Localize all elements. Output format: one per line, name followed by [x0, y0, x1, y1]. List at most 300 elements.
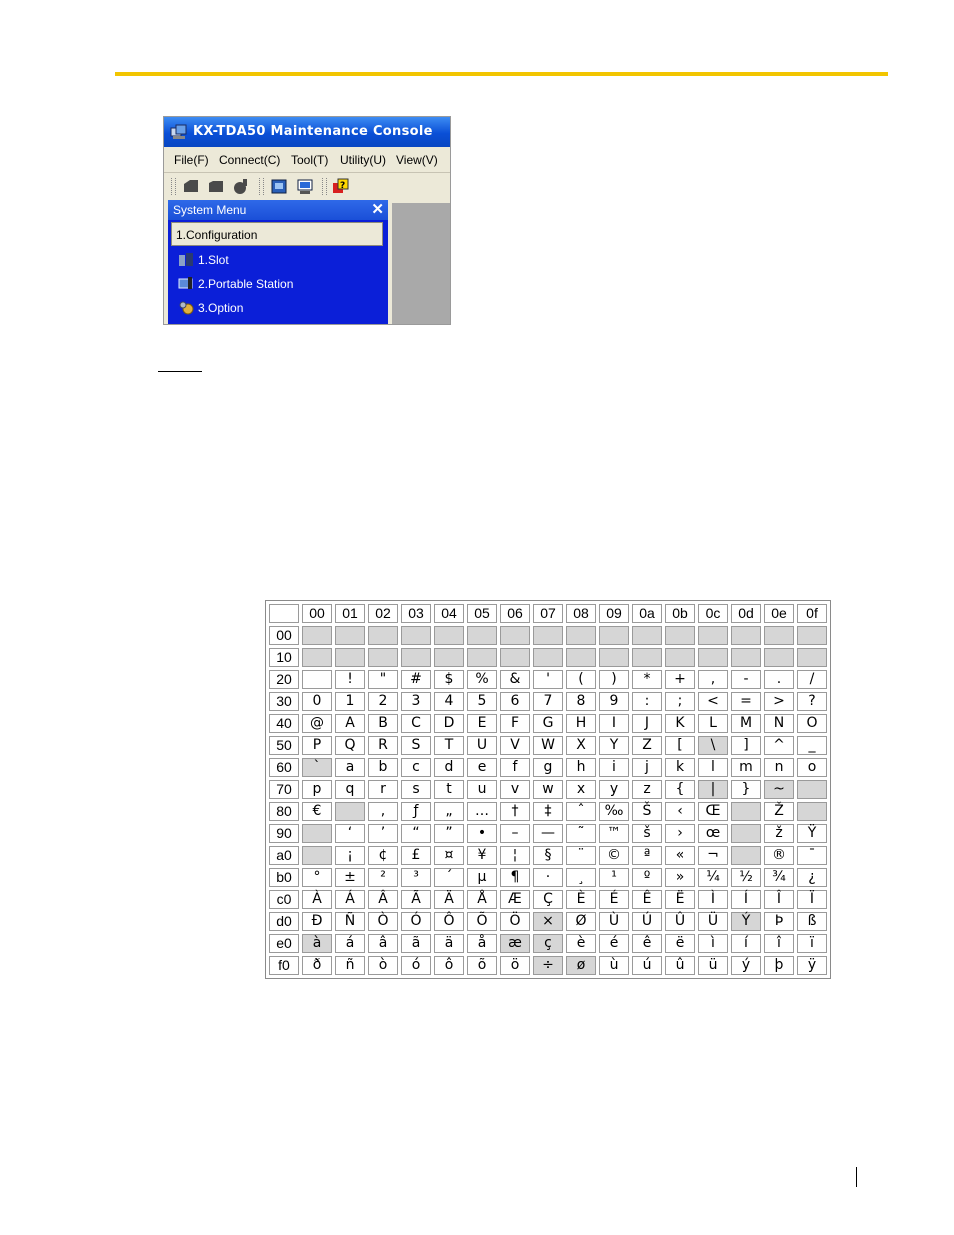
connect-icon[interactable]	[182, 178, 200, 195]
char-cell: ¢	[368, 846, 398, 865]
char-cell: ß	[797, 912, 827, 931]
plug-icon[interactable]	[232, 178, 250, 195]
char-cell: ÿ	[797, 956, 827, 975]
char-cell: $	[434, 670, 464, 689]
char-cell: *	[632, 670, 662, 689]
char-cell	[401, 648, 431, 667]
char-cell: ¹	[599, 868, 629, 887]
table-row	[269, 802, 827, 821]
char-cell: &	[500, 670, 530, 689]
char-cell: >	[764, 692, 794, 711]
terminal-icon[interactable]	[296, 178, 314, 195]
char-cell: Ô	[434, 912, 464, 931]
char-cell: i	[599, 758, 629, 777]
char-cell: 8	[566, 692, 596, 711]
char-cell: ½	[731, 868, 761, 887]
char-cell: ÷	[533, 956, 563, 975]
char-cell: ;	[665, 692, 695, 711]
column-header: 06	[500, 604, 530, 623]
char-cell: 1	[335, 692, 365, 711]
char-cell: å	[467, 934, 497, 953]
char-cell	[665, 626, 695, 645]
char-cell: â	[368, 934, 398, 953]
char-cell: =	[731, 692, 761, 711]
char-cell: Ä	[434, 890, 464, 909]
char-cell: x	[566, 780, 596, 799]
char-cell: K	[665, 714, 695, 733]
toolbar-grip[interactable]	[259, 178, 264, 195]
char-cell	[368, 648, 398, 667]
char-cell: Ç	[533, 890, 563, 909]
row-header: b0	[269, 868, 299, 887]
char-cell: ¬	[698, 846, 728, 865]
char-cell: ù	[599, 956, 629, 975]
char-cell: V	[500, 736, 530, 755]
char-cell: ²	[368, 868, 398, 887]
char-cell: ñ	[335, 956, 365, 975]
portable-station-icon	[178, 276, 194, 291]
char-cell: –	[500, 824, 530, 843]
char-cell: y	[599, 780, 629, 799]
char-cell: f	[500, 758, 530, 777]
char-cell: •	[467, 824, 497, 843]
char-cell: ü	[698, 956, 728, 975]
row-header: 90	[269, 824, 299, 843]
char-cell: ´	[434, 868, 464, 887]
char-cell: <	[698, 692, 728, 711]
char-cell: ’	[368, 824, 398, 843]
char-cell: 9	[599, 692, 629, 711]
char-cell: z	[632, 780, 662, 799]
column-header: 09	[599, 604, 629, 623]
char-cell: ¨	[566, 846, 596, 865]
char-cell: F	[500, 714, 530, 733]
menu-view[interactable]: View(V)	[396, 153, 438, 167]
char-cell: ³	[401, 868, 431, 887]
close-icon[interactable]: ✕	[371, 201, 384, 218]
char-cell	[698, 648, 728, 667]
char-cell: ‡	[533, 802, 563, 821]
char-cell: {	[665, 780, 695, 799]
menu-file[interactable]: File(F)	[174, 153, 209, 167]
char-cell: €	[302, 802, 332, 821]
note-underline	[158, 371, 202, 372]
char-cell: U	[467, 736, 497, 755]
table-row	[269, 714, 827, 733]
menu-item-label: 3.Option	[198, 301, 244, 315]
char-cell	[467, 648, 497, 667]
char-cell: m	[731, 758, 761, 777]
panel-title: System Menu	[173, 203, 247, 217]
row-header: e0	[269, 934, 299, 953]
row-header: 10	[269, 648, 299, 667]
char-cell: ¤	[434, 846, 464, 865]
char-cell: š	[632, 824, 662, 843]
char-cell	[302, 670, 332, 689]
char-cell: §	[533, 846, 563, 865]
char-cell: w	[533, 780, 563, 799]
char-cell	[335, 802, 365, 821]
char-cell: s	[401, 780, 431, 799]
table-row	[269, 648, 827, 667]
char-cell	[368, 626, 398, 645]
menu-connect[interactable]: Connect(C)	[219, 153, 281, 167]
char-cell: ~	[764, 780, 794, 799]
char-cell	[434, 648, 464, 667]
char-cell: Q	[335, 736, 365, 755]
row-header: 00	[269, 626, 299, 645]
menu-item-label: 2.Portable Station	[198, 277, 294, 291]
char-cell: O	[797, 714, 827, 733]
char-cell: :	[632, 692, 662, 711]
table-row	[269, 846, 827, 865]
char-cell: Ñ	[335, 912, 365, 931]
char-cell: ª	[632, 846, 662, 865]
char-cell: d	[434, 758, 464, 777]
row-header: 60	[269, 758, 299, 777]
char-cell: “	[401, 824, 431, 843]
char-cell: +	[665, 670, 695, 689]
row-header: 50	[269, 736, 299, 755]
page-margin-mark	[856, 1167, 857, 1187]
char-cell: Ð	[302, 912, 332, 931]
row-header: f0	[269, 956, 299, 975]
char-cell: g	[533, 758, 563, 777]
app-icon	[170, 124, 188, 140]
char-cell	[566, 626, 596, 645]
column-header: 0e	[764, 604, 794, 623]
char-cell: Û	[665, 912, 695, 931]
char-cell: Ì	[698, 890, 728, 909]
char-cell: 5	[467, 692, 497, 711]
char-cell: õ	[467, 956, 497, 975]
char-cell: ¡	[335, 846, 365, 865]
char-cell: p	[302, 780, 332, 799]
char-cell: Õ	[467, 912, 497, 931]
char-cell: "	[368, 670, 398, 689]
char-cell: H	[566, 714, 596, 733]
char-cell: ‹	[665, 802, 695, 821]
char-cell: ˜	[566, 824, 596, 843]
table-row	[269, 934, 827, 953]
toolbar-grip[interactable]	[322, 178, 327, 195]
char-cell	[698, 626, 728, 645]
char-cell: £	[401, 846, 431, 865]
column-header: 01	[335, 604, 365, 623]
char-cell: A	[335, 714, 365, 733]
char-cell	[533, 648, 563, 667]
char-cell: Ï	[797, 890, 827, 909]
char-cell: o	[797, 758, 827, 777]
char-cell: n	[764, 758, 794, 777]
char-cell: G	[533, 714, 563, 733]
char-cell	[335, 626, 365, 645]
row-header: 20	[269, 670, 299, 689]
char-cell	[731, 648, 761, 667]
disconnect-icon[interactable]	[207, 178, 225, 195]
column-header: 04	[434, 604, 464, 623]
row-header: c0	[269, 890, 299, 909]
char-cell: ð	[302, 956, 332, 975]
char-cell: ¸	[566, 868, 596, 887]
char-cell: ×	[533, 912, 563, 931]
char-cell: 3	[401, 692, 431, 711]
char-cell: ,	[368, 802, 398, 821]
char-cell: ø	[566, 956, 596, 975]
char-cell: í	[731, 934, 761, 953]
char-cell: ©	[599, 846, 629, 865]
char-cell: Š	[632, 802, 662, 821]
char-cell: Ù	[599, 912, 629, 931]
char-cell: ·	[533, 868, 563, 887]
char-cell: Y	[599, 736, 629, 755]
table-row	[269, 780, 827, 799]
char-cell	[500, 648, 530, 667]
char-cell: ç	[533, 934, 563, 953]
char-cell: «	[665, 846, 695, 865]
char-cell: É	[599, 890, 629, 909]
char-cell: º	[632, 868, 662, 887]
category-configuration[interactable]	[171, 222, 383, 246]
char-cell	[632, 626, 662, 645]
char-cell: œ	[698, 824, 728, 843]
column-header: 05	[467, 604, 497, 623]
char-cell: -	[731, 670, 761, 689]
char-cell: D	[434, 714, 464, 733]
char-cell: ”	[434, 824, 464, 843]
column-header: 0d	[731, 604, 761, 623]
char-cell: 2	[368, 692, 398, 711]
char-cell	[335, 648, 365, 667]
char-cell: ^	[764, 736, 794, 755]
char-cell: W	[533, 736, 563, 755]
char-cell: ?	[797, 692, 827, 711]
char-cell: Þ	[764, 912, 794, 931]
char-cell: ¾	[764, 868, 794, 887]
char-cell	[731, 846, 761, 865]
char-cell: Ÿ	[797, 824, 827, 843]
char-cell: _	[797, 736, 827, 755]
help-icon[interactable]	[331, 178, 349, 195]
panel-header	[168, 200, 388, 220]
char-cell: ú	[632, 956, 662, 975]
row-header: 40	[269, 714, 299, 733]
char-cell: r	[368, 780, 398, 799]
char-cell: Ø	[566, 912, 596, 931]
char-cell: I	[599, 714, 629, 733]
char-cell: ,	[698, 670, 728, 689]
table-row	[269, 956, 827, 975]
char-cell: Ü	[698, 912, 728, 931]
char-cell: v	[500, 780, 530, 799]
char-cell: %	[467, 670, 497, 689]
char-cell	[797, 626, 827, 645]
table-row	[269, 890, 827, 909]
char-cell: ]	[731, 736, 761, 755]
table-row	[269, 626, 827, 645]
table-row	[269, 692, 827, 711]
menu-tool[interactable]: Tool(T)	[291, 153, 329, 167]
toolbar	[164, 173, 450, 200]
char-cell: L	[698, 714, 728, 733]
char-cell: ï	[797, 934, 827, 953]
char-cell: Ó	[401, 912, 431, 931]
table-row	[269, 912, 827, 931]
char-cell: '	[533, 670, 563, 689]
char-cell: M	[731, 714, 761, 733]
char-cell: t	[434, 780, 464, 799]
title-bar	[164, 117, 450, 147]
char-cell: ö	[500, 956, 530, 975]
char-cell: ‘	[335, 824, 365, 843]
menu-item-label: 1.Slot	[198, 253, 229, 267]
row-header: 30	[269, 692, 299, 711]
char-cell: 7	[533, 692, 563, 711]
char-cell	[764, 648, 794, 667]
char-cell: ê	[632, 934, 662, 953]
char-cell	[599, 648, 629, 667]
char-cell: P	[302, 736, 332, 755]
char-cell: È	[566, 890, 596, 909]
char-cell: Æ	[500, 890, 530, 909]
toolbar-grip[interactable]	[171, 178, 176, 195]
char-cell: Ë	[665, 890, 695, 909]
char-cell	[467, 626, 497, 645]
char-cell: Î	[764, 890, 794, 909]
char-cell: ¶	[500, 868, 530, 887]
char-cell: ã	[401, 934, 431, 953]
system-data-icon[interactable]	[270, 178, 288, 195]
column-header: 03	[401, 604, 431, 623]
char-cell: R	[368, 736, 398, 755]
char-cell: 6	[500, 692, 530, 711]
char-cell	[302, 824, 332, 843]
workspace-area	[392, 203, 451, 325]
char-cell: À	[302, 890, 332, 909]
column-header: 00	[302, 604, 332, 623]
gear-icon	[178, 300, 194, 315]
table-row	[269, 736, 827, 755]
char-cell	[533, 626, 563, 645]
char-cell: û	[665, 956, 695, 975]
table-row	[269, 824, 827, 843]
window-title: KX-TDA50 Maintenance Console	[193, 124, 433, 139]
char-cell: µ	[467, 868, 497, 887]
char-cell: ®	[764, 846, 794, 865]
column-header: 0a	[632, 604, 662, 623]
char-cell: Á	[335, 890, 365, 909]
char-cell	[731, 802, 761, 821]
char-cell	[599, 626, 629, 645]
char-cell: l	[698, 758, 728, 777]
char-cell: î	[764, 934, 794, 953]
char-cell: h	[566, 758, 596, 777]
char-cell: …	[467, 802, 497, 821]
category-label: 1.Configuration	[176, 228, 258, 242]
char-cell: Ê	[632, 890, 662, 909]
table-row	[269, 868, 827, 887]
char-cell: ™	[599, 824, 629, 843]
char-cell: þ	[764, 956, 794, 975]
char-cell: ô	[434, 956, 464, 975]
char-cell	[665, 648, 695, 667]
char-cell: N	[764, 714, 794, 733]
char-cell: T	[434, 736, 464, 755]
char-cell: ž	[764, 824, 794, 843]
char-cell: ‰	[599, 802, 629, 821]
slot-icon	[178, 252, 194, 267]
char-cell: b	[368, 758, 398, 777]
char-cell: .	[764, 670, 794, 689]
char-cell: Å	[467, 890, 497, 909]
char-cell	[500, 626, 530, 645]
char-cell: q	[335, 780, 365, 799]
char-cell: „	[434, 802, 464, 821]
char-cell: »	[665, 868, 695, 887]
char-cell: ¿	[797, 868, 827, 887]
column-header: 07	[533, 604, 563, 623]
character-code-table	[265, 600, 831, 979]
char-cell: è	[566, 934, 596, 953]
char-cell: ¯	[797, 846, 827, 865]
char-cell: ó	[401, 956, 431, 975]
char-cell: #	[401, 670, 431, 689]
char-cell: a	[335, 758, 365, 777]
char-cell: é	[599, 934, 629, 953]
row-header: 70	[269, 780, 299, 799]
char-cell	[566, 648, 596, 667]
table-corner-cell	[269, 604, 299, 623]
system-menu-panel	[168, 200, 388, 325]
char-cell: /	[797, 670, 827, 689]
char-cell: `	[302, 758, 332, 777]
char-cell: Z	[632, 736, 662, 755]
char-cell: ƒ	[401, 802, 431, 821]
char-cell: Ò	[368, 912, 398, 931]
char-cell: Ú	[632, 912, 662, 931]
char-cell: æ	[500, 934, 530, 953]
char-cell: 0	[302, 692, 332, 711]
char-cell: Ã	[401, 890, 431, 909]
menu-bar	[164, 147, 450, 173]
char-cell: }	[731, 780, 761, 799]
char-cell: S	[401, 736, 431, 755]
char-cell: †	[500, 802, 530, 821]
menu-utility[interactable]: Utility(U)	[340, 153, 386, 167]
char-cell: (	[566, 670, 596, 689]
char-cell: ò	[368, 956, 398, 975]
char-cell	[302, 648, 332, 667]
table-row	[269, 670, 827, 689]
char-cell	[731, 824, 761, 843]
char-cell: j	[632, 758, 662, 777]
row-header: a0	[269, 846, 299, 865]
char-cell: c	[401, 758, 431, 777]
char-cell: e	[467, 758, 497, 777]
char-cell: á	[335, 934, 365, 953]
char-cell: [	[665, 736, 695, 755]
char-cell: B	[368, 714, 398, 733]
table-row	[269, 758, 827, 777]
maintenance-console-screenshot	[163, 116, 451, 325]
char-cell: !	[335, 670, 365, 689]
row-header: d0	[269, 912, 299, 931]
char-cell	[434, 626, 464, 645]
char-cell: E	[467, 714, 497, 733]
char-cell: ¼	[698, 868, 728, 887]
char-cell: ì	[698, 934, 728, 953]
char-cell: ±	[335, 868, 365, 887]
